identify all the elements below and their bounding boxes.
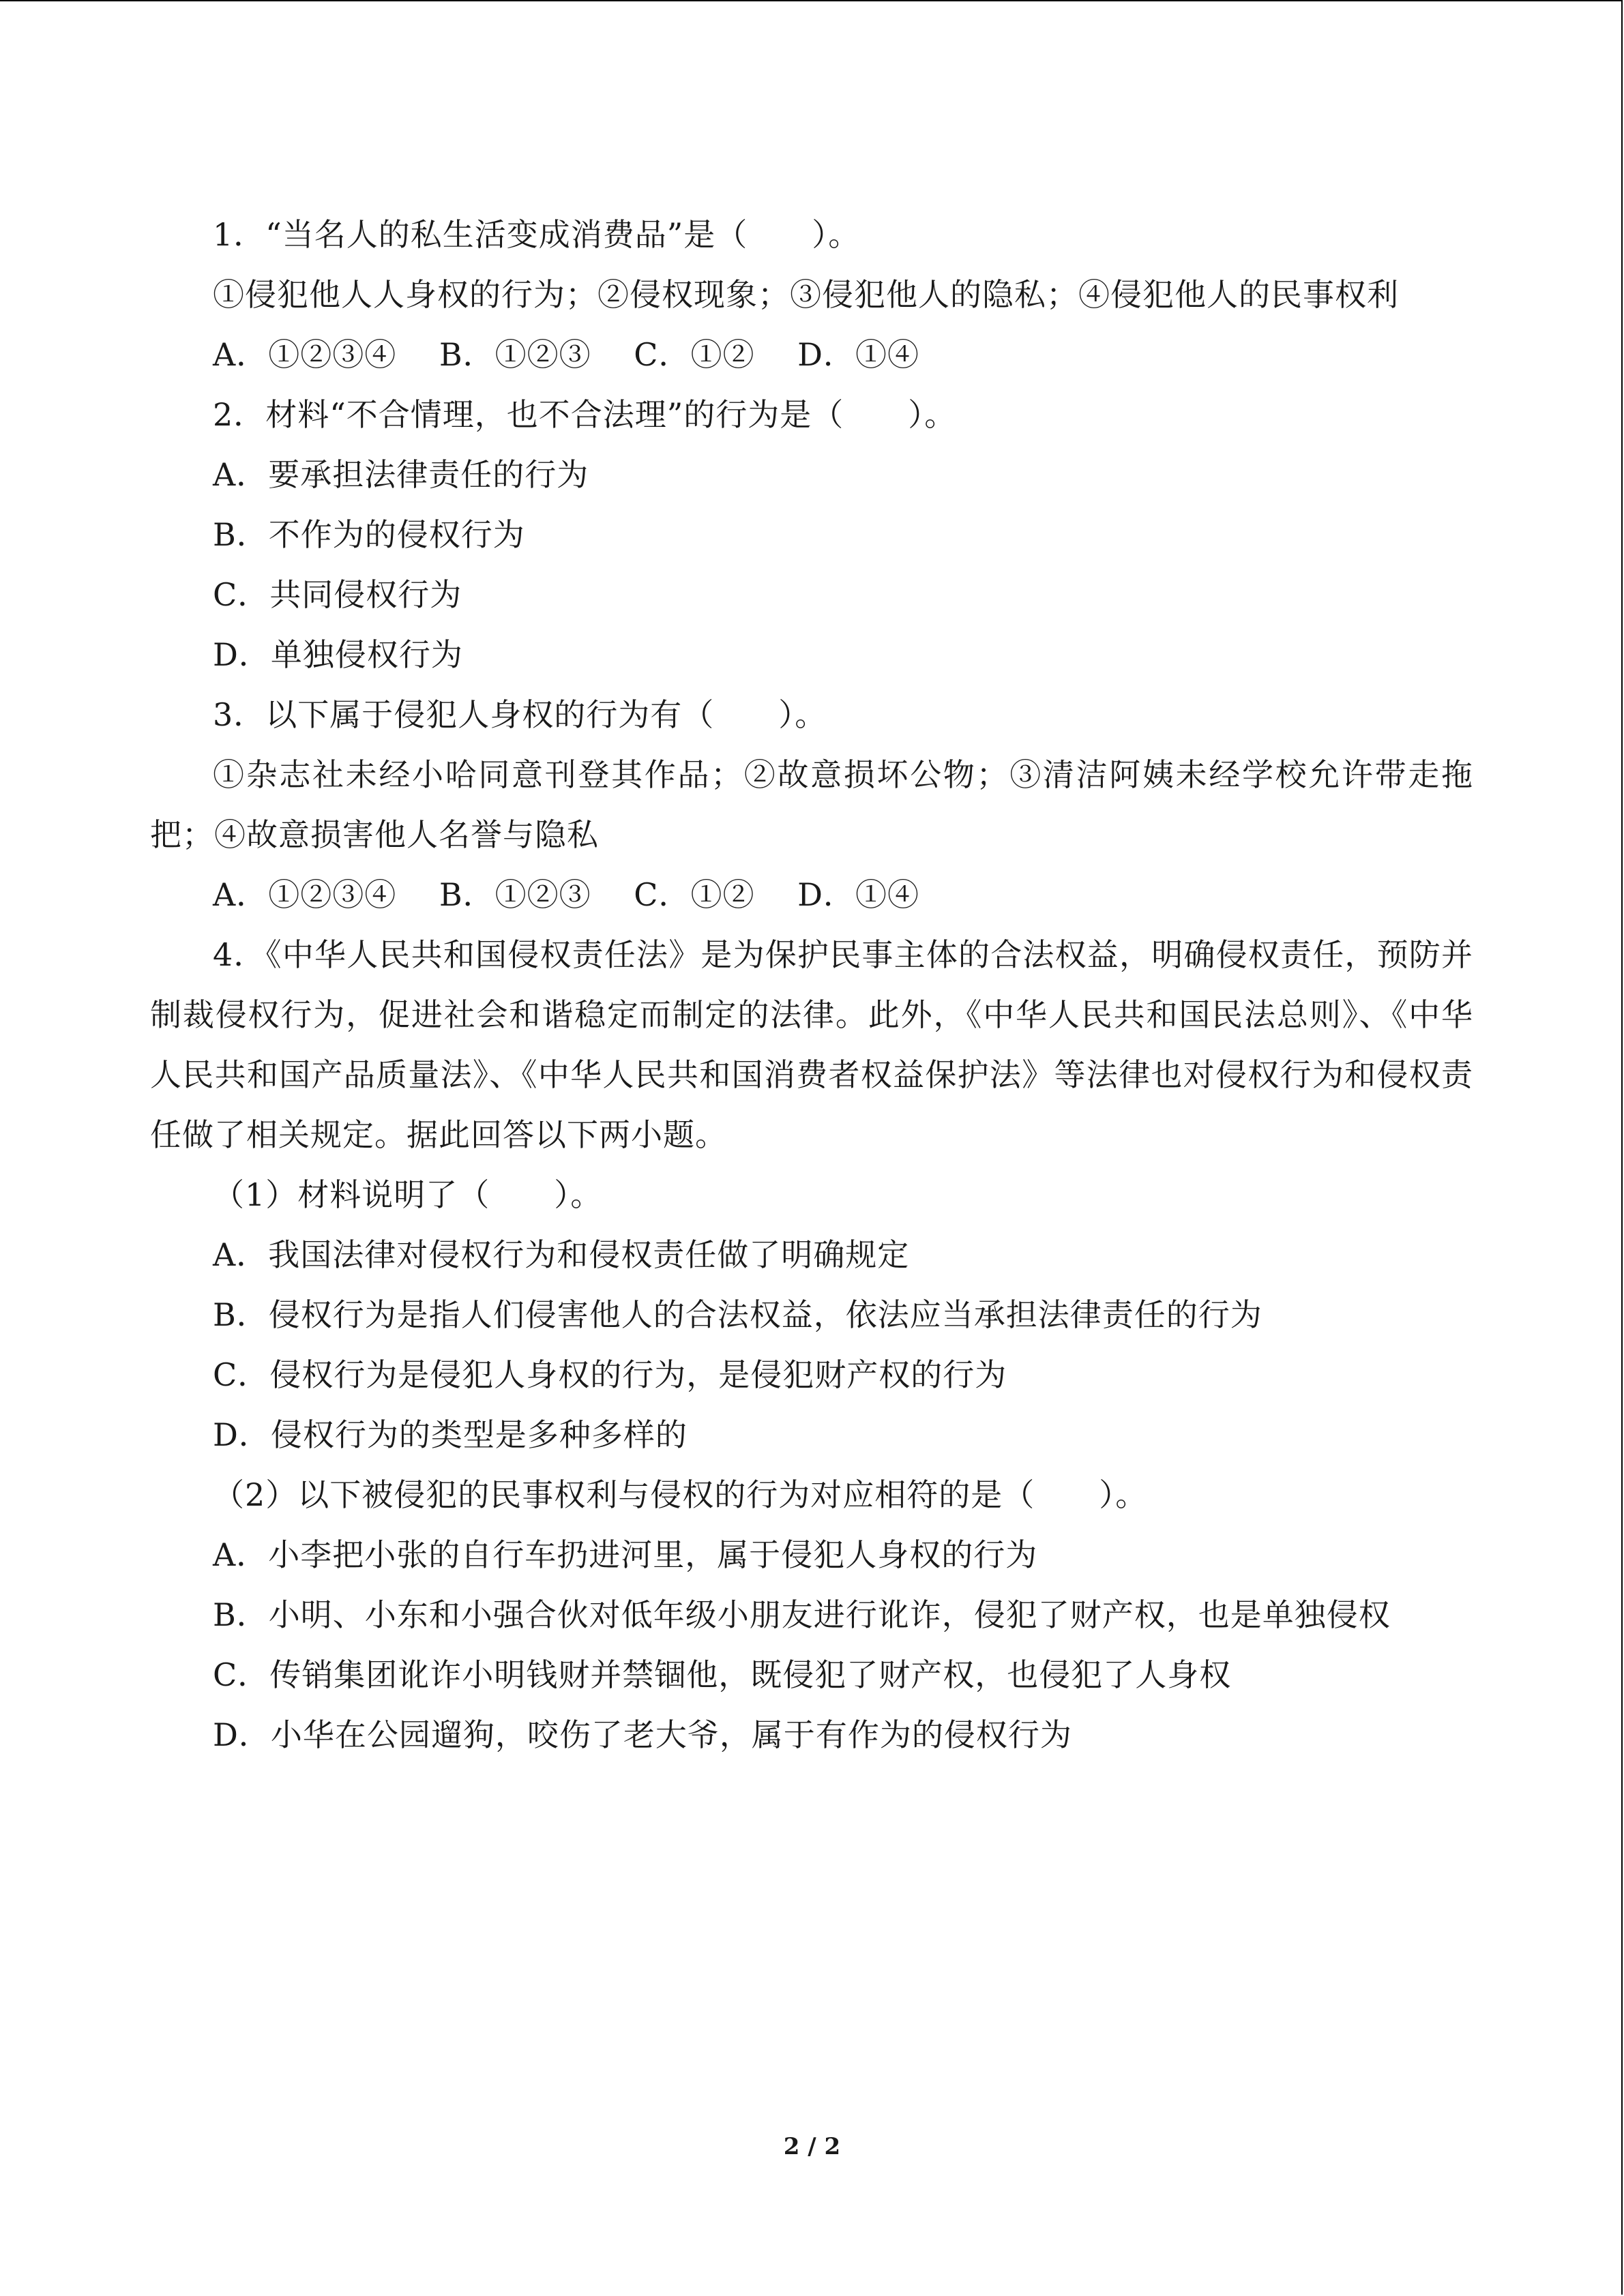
- q4-sub1-stem: （1）材料说明了（ ）。: [213, 1176, 603, 1213]
- q3-stem: 3．以下属于侵犯人身权的行为有（ ）。: [213, 696, 827, 733]
- q2-option-a: A．要承担法律责任的行为: [213, 456, 589, 493]
- document-body: [150, 205, 1473, 1765]
- q3-items: ①杂志社未经小哈同意刊登其作品；②故意损坏公物；③清洁阿姨未经学校允许带走拖把；④故意损害他人名誉与隐私: [150, 756, 1473, 853]
- q4-sub2-option-d: D．小华在公园遛狗，咬伤了老大爷，属于有作为的侵权行为: [213, 1716, 1072, 1753]
- q4-sub2-option-c: C．传销集团讹诈小明钱财并禁锢他，既侵犯了财产权，也侵犯了人身权: [213, 1656, 1232, 1693]
- q4-sub1-option-b: B．侵权行为是指人们侵害他人的合法权益，依法应当承担法律责任的行为: [213, 1296, 1263, 1333]
- q4-stem: 4．《中华人民共和国侵权责任法》是为保护民事主体的合法权益，明确侵权责任，预防并制裁侵权行为，促进社会和谐稳定而制定的法律。此外，《中华人民共和国民法总则》、《中华人民共和国产品质量法》、《中华人民共和国消费者权益保护法》等法律也对侵权行为和侵权责任做了相关规定。据此回答以下两小题。: [150, 936, 1473, 1153]
- q1-items: ①侵犯他人人身权的行为；②侵权现象；③侵犯他人的隐私；④侵犯他人的民事权利: [213, 276, 1399, 313]
- q1-options: A．①②③④ B．①②③ C．①② D．①④: [213, 336, 919, 373]
- q4-sub1-option-a: A．我国法律对侵权行为和侵权责任做了明确规定: [213, 1236, 910, 1273]
- q4-sub1-option-d: D．侵权行为的类型是多种多样的: [213, 1416, 688, 1453]
- q4-sub2-option-b: B．小明、小东和小强合伙对低年级小朋友进行讹诈，侵犯了财产权，也是单独侵权: [213, 1596, 1391, 1633]
- q1-stem: 1．“当名人的私生活变成消费品”是（ ）。: [213, 216, 861, 253]
- q4-sub2-stem: （2）以下被侵犯的民事权利与侵权的行为对应相符的是（ ）。: [213, 1476, 1148, 1513]
- q3-options: A．①②③④ B．①②③ C．①② D．①④: [213, 876, 919, 913]
- q2-option-b: B．不作为的侵权行为: [213, 516, 525, 553]
- q4-sub2-option-a: A．小李把小张的自行车扔进河里，属于侵犯人身权的行为: [213, 1536, 1038, 1573]
- q4-sub1-option-c: C．侵权行为是侵犯人身权的行为，是侵犯财产权的行为: [213, 1356, 1007, 1393]
- q2-option-d: D．单独侵权行为: [213, 636, 463, 673]
- q2-stem: 2．材料“不合情理，也不合法理”的行为是（ ）。: [213, 396, 957, 433]
- q2-option-c: C．共同侵权行为: [213, 576, 462, 613]
- page-number: 2 / 2: [783, 2133, 841, 2160]
